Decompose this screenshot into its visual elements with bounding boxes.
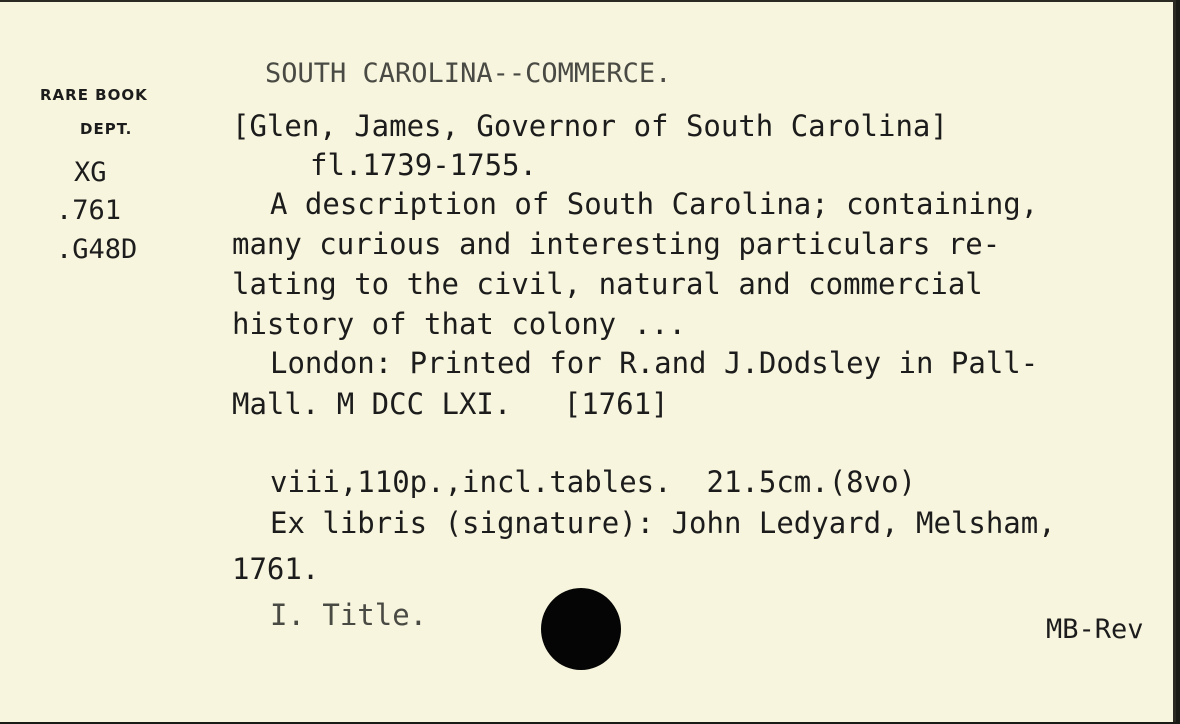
- subject-heading: SOUTH CAROLINA--COMMERCE.: [265, 58, 672, 89]
- dept-stamp-line2: DEPT.: [80, 120, 133, 138]
- imprint-line-2: Mall. M DCC LXI. [1761]: [232, 387, 669, 421]
- punch-hole: [541, 588, 621, 670]
- library-code: MB-Rev: [1046, 614, 1144, 645]
- imprint-line-1: London: Printed for R.and J.Dodsley in Pall-: [270, 346, 1039, 380]
- title-line-4: history of that colony ...: [232, 307, 686, 341]
- call-number-number: .761: [56, 195, 122, 226]
- author-line: [Glen, James, Governor of South Carolina]: [232, 109, 948, 143]
- title-line-1: A description of South Carolina; containing,: [270, 187, 1039, 221]
- call-number-cutter: .G48D: [56, 234, 138, 265]
- author-dates: fl.1739-1755.: [310, 148, 537, 182]
- note-line-1: Ex libris (signature): John Ledyard, Melsham,: [270, 506, 1056, 540]
- tracing: I. Title.: [270, 598, 428, 632]
- call-number-class: XG: [74, 157, 107, 188]
- collation: viii,110p.,incl.tables. 21.5cm.(8vo): [270, 465, 917, 499]
- title-line-2: many curious and interesting particulars re-: [232, 227, 1001, 261]
- note-line-2: 1761.: [232, 552, 320, 586]
- dept-stamp-line1: RARE BOOK: [40, 86, 148, 104]
- title-line-3: lating to the civil, natural and commercial: [232, 267, 983, 301]
